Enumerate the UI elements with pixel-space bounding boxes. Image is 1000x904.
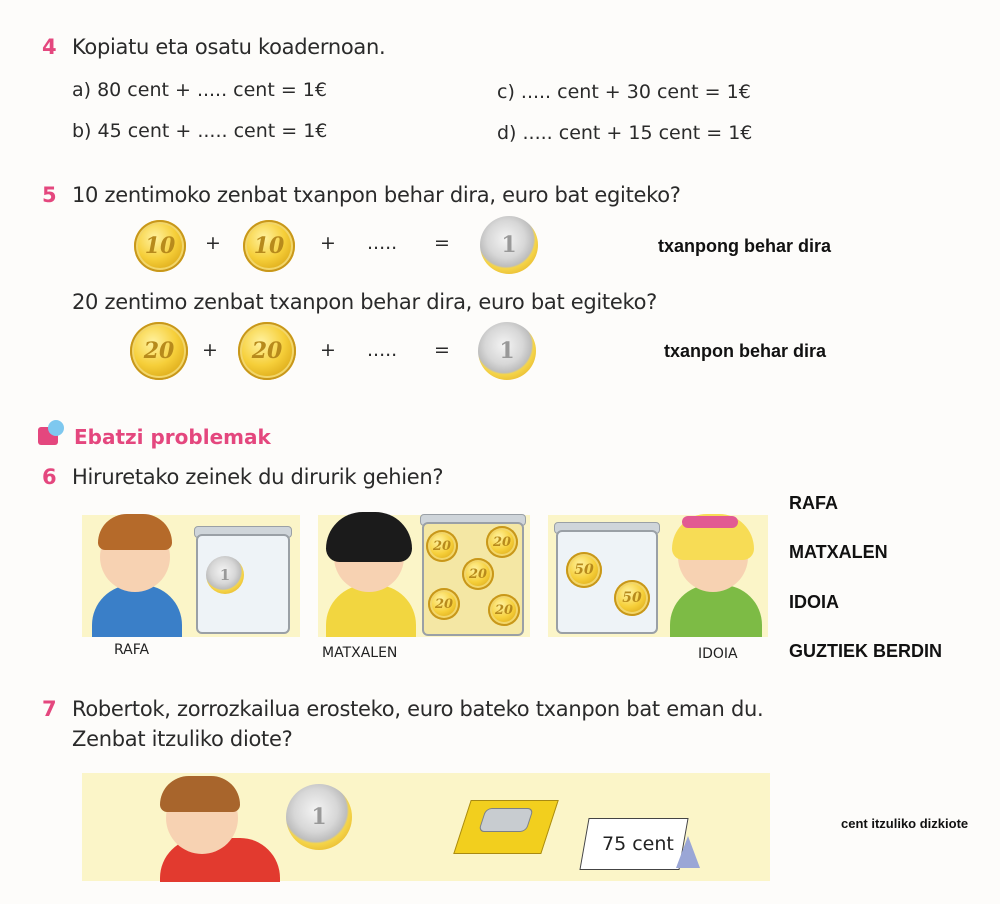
matxalen-coin-20-5: 20	[488, 594, 520, 626]
rafa-hair	[98, 514, 172, 550]
exercise-4c: c) ..... cent + 30 cent = 1€	[497, 81, 751, 103]
rafa-euro-coin: 1	[206, 556, 244, 594]
section-dot-icon	[48, 420, 64, 436]
matxalen-coin-20-2: 20	[486, 526, 518, 558]
exercise-4d: d) ..... cent + 15 cent = 1€	[497, 122, 753, 144]
idoia-coin-50-2: 50	[614, 580, 650, 616]
exercise-7-question-2: Zenbat itzuliko diote?	[72, 727, 293, 751]
exercise-6-question: Hiruretako zeinek du dirurik gehien?	[72, 465, 444, 489]
equals-sign: =	[434, 232, 450, 254]
coin-10-cent-1: 10	[134, 220, 186, 272]
exercise-5-question-2: 20 zentimo zenbat txanpon behar dira, euro bat egiteko?	[72, 290, 657, 314]
exercise-4b: b) 45 cent + ..... cent = 1€	[72, 120, 328, 142]
roberto-hair	[160, 776, 240, 812]
option-matxalen[interactable]: MATXALEN	[789, 542, 888, 562]
answer-label-1: txanpong behar dira	[658, 236, 832, 256]
euro-coin: 1	[480, 216, 538, 274]
euro-coin: 1	[478, 322, 536, 380]
dots-placeholder: .....	[367, 339, 398, 361]
option-idoia[interactable]: IDOIA	[789, 592, 840, 612]
name-rafa: RAFA	[114, 642, 150, 658]
plus-sign: +	[205, 232, 221, 254]
exercise-4a: a) 80 cent + ..... cent = 1€	[72, 79, 327, 101]
matxalen-coin-20-1: 20	[426, 530, 458, 562]
name-idoia: IDOIA	[698, 646, 738, 662]
exercise-4-number: 4	[42, 35, 57, 59]
sharpener-blade-icon	[478, 808, 534, 832]
tag-stand-icon	[676, 836, 700, 868]
price-label: 75 cent	[602, 833, 674, 855]
exercise-6-number: 6	[42, 465, 57, 489]
matxalen-coin-20-4: 20	[428, 588, 460, 620]
exercise-5-question-1: 10 zentimoko zenbat txanpon behar dira, euro bat egiteko?	[72, 183, 681, 207]
roberto-euro-coin: 1	[286, 784, 352, 850]
coin-10-cent-2: 10	[243, 220, 295, 272]
answer-label-7: cent itzuliko dizkiote	[841, 816, 969, 831]
option-rafa[interactable]: RAFA	[789, 493, 838, 513]
name-matxalen: MATXALEN	[322, 645, 398, 661]
exercise-4-title: Kopiatu eta osatu koadernoan.	[72, 35, 386, 59]
answer-label-2: txanpon behar dira	[664, 341, 827, 361]
dots-placeholder: .....	[367, 232, 398, 254]
matxalen-coin-20-3: 20	[462, 558, 494, 590]
option-guztiek-berdin[interactable]: GUZTIEK BERDIN	[789, 641, 942, 661]
exercise-5-number: 5	[42, 183, 57, 207]
exercise-7-question-1: Robertok, zorrozkailua erosteko, euro bateko txanpon bat eman du.	[72, 697, 764, 721]
plus-sign: +	[320, 339, 336, 361]
idoia-headband	[682, 516, 738, 528]
exercise-7-number: 7	[42, 697, 57, 721]
idoia-coin-50-1: 50	[566, 552, 602, 588]
section-title: Ebatzi problemak	[74, 425, 271, 449]
coin-20-cent-2: 20	[238, 322, 296, 380]
plus-sign: +	[320, 232, 336, 254]
plus-sign: +	[202, 339, 218, 361]
equals-sign: =	[434, 339, 450, 361]
coin-20-cent-1: 20	[130, 322, 188, 380]
